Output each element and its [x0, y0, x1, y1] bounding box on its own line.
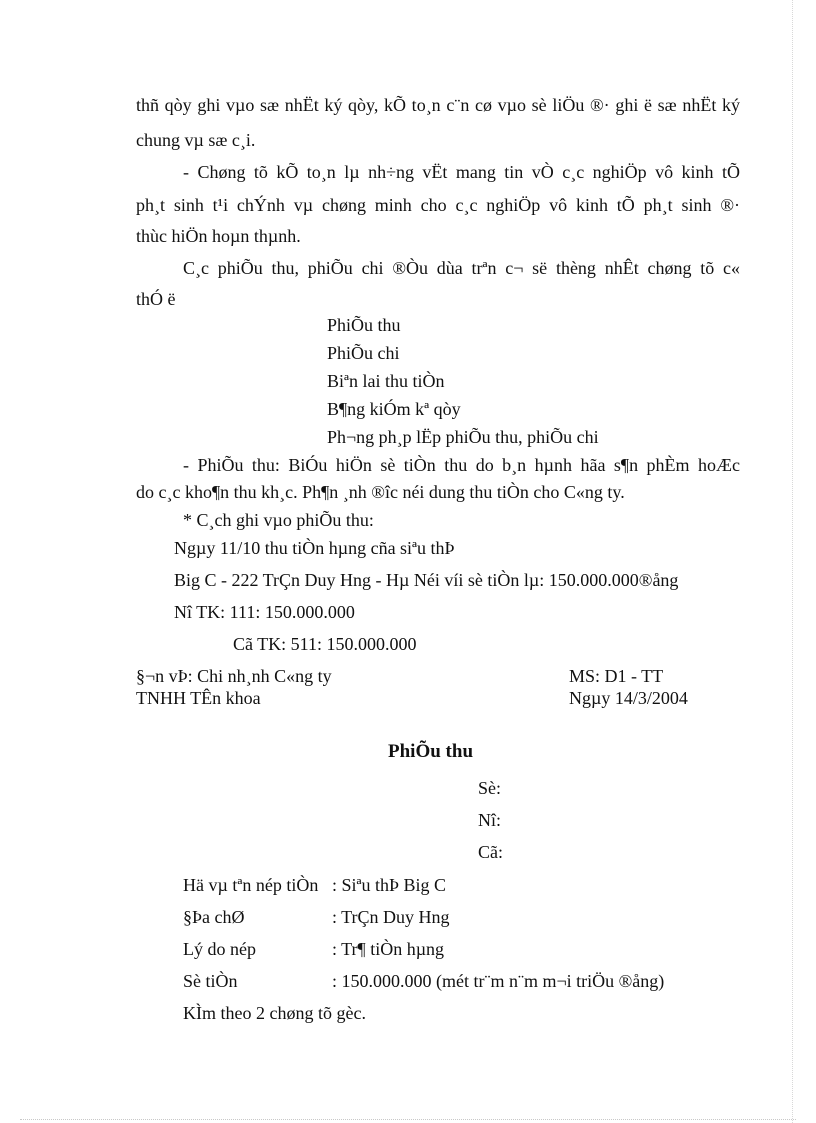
field-label: Sè tiÒn — [183, 971, 238, 991]
unit-line-2: TNHH TÊn khoa — [136, 688, 261, 708]
page-border-bottom — [20, 1119, 796, 1120]
form-date: Ngµy 14/3/2004 — [569, 688, 688, 708]
receipt-number-label: Sè: — [478, 778, 502, 798]
paragraph-1-line-2: chung vµ sæ c¸i. — [136, 130, 256, 150]
receipt-debit-label: Nî: — [478, 810, 502, 830]
field-label: Lý do nép — [183, 939, 256, 959]
field-value: : 150.000.000 (mét tr¨m n¨m m¬i triÖu ®ång) — [332, 971, 665, 991]
doc-list-item: Ph¬ng ph¸p lËp phiÕu thu, phiÕu chi — [327, 427, 599, 447]
instructions-line-1: Ngµy 11/10 thu tiÒn hµng cña siªu thÞ — [174, 538, 455, 558]
instructions-line-2: Big C - 222 TrÇn Duy Hng - Hµ Néi víi sè tiÒn lµ: 150.000.000®ång — [174, 570, 679, 590]
paragraph-2-line-3: thùc hiÖn hoµn thµnh. — [136, 226, 301, 246]
paragraph-4-line-2: do c¸c kho¶n thu kh¸c. Ph¶n ¸nh ®îc néi dung thu tiÒn cho C«ng ty. — [136, 482, 625, 502]
field-value: : TrÇn Duy Hng — [332, 907, 450, 927]
paragraph-3-line-1: C¸c phiÕu thu, phiÕu chi ®Òu dùa trªn c¬ së thèng nhÊt chøng tõ c« — [183, 258, 740, 278]
instructions-heading: * C¸ch ghi vµo phiÕu thu: — [183, 510, 374, 530]
doc-list-item: PhiÕu thu — [327, 315, 401, 335]
paragraph-3-line-2: thÓ ë — [136, 289, 176, 309]
form-code: MS: D1 - TT — [569, 666, 664, 686]
field-value: : Siªu thÞ Big C — [332, 875, 447, 895]
receipt-credit-label: Cã: — [478, 842, 503, 862]
field-value: : Tr¶ tiÒn hµng — [332, 939, 445, 959]
field-label: §Þa chØ — [183, 907, 245, 927]
field-label: Hä vµ tªn nép tiÒn — [183, 875, 319, 895]
paragraph-2-line-2: ph¸t sinh t¹i chÝnh vµ chøng minh cho c¸c nghiÖp vô kinh tÕ ph¸t sinh ®· — [136, 195, 740, 215]
doc-list-item: B¶ng kiÓm kª qòy — [327, 399, 461, 419]
paragraph-1-line-1: thñ qòy ghi vµo sæ nhËt ký qòy, kÕ to¸n c¨n cø vµo sè liÖu ®· ghi ë sæ nhËt ký — [136, 95, 740, 115]
doc-list-item: Biªn lai thu tiÒn — [327, 371, 445, 391]
page-border-right — [792, 0, 793, 1123]
receipt-attachment: KÌm theo 2 chøng tõ gèc. — [183, 1003, 366, 1023]
unit-line-1: §¬n vÞ: Chi nh¸nh C«ng ty — [136, 666, 332, 686]
debit-entry: Nî TK: 111: 150.000.000 — [174, 602, 355, 622]
paragraph-2-line-1: - Chøng tõ kÕ to¸n lµ nh÷ng vËt mang tin vÒ c¸c nghiÖp vô kinh tÕ — [183, 162, 740, 182]
receipt-title: PhiÕu thu — [388, 741, 474, 762]
credit-entry: Cã TK: 511: 150.000.000 — [233, 634, 417, 654]
doc-list-item: PhiÕu chi — [327, 343, 400, 363]
paragraph-4-line-1: - PhiÕu thu: BiÓu hiÖn sè tiÒn thu do b¸n hµnh hãa s¶n phÈm hoÆc — [183, 455, 740, 475]
